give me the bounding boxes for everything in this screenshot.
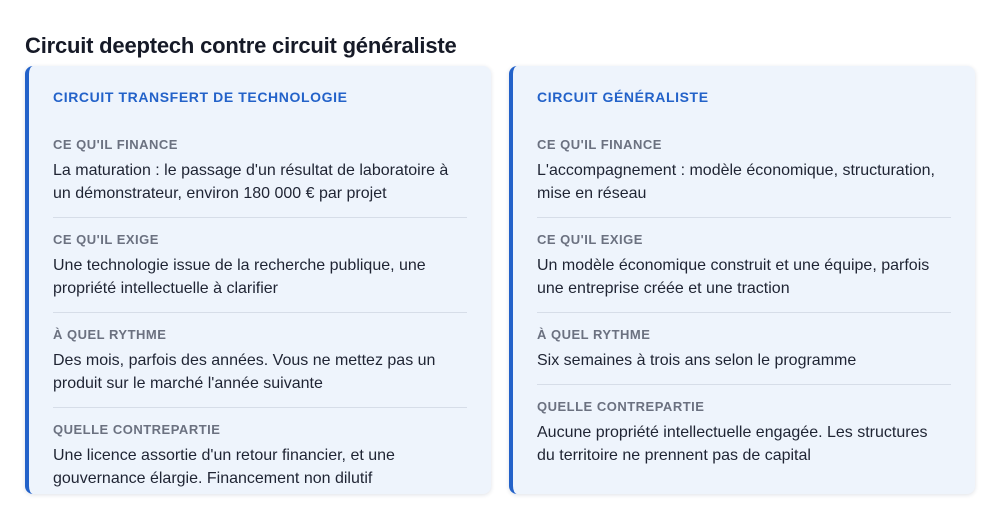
section-text: Des mois, parfois des années. Vous ne mettez pas un produit sur le marché l'année suivante xyxy=(53,352,436,392)
section-financing xyxy=(537,123,951,218)
section-text: Un modèle économique construit et une équipe, parfois une entreprise créée et une traction xyxy=(537,257,930,297)
section-text: La maturation : le passage d'un résultat de laboratoire à un démonstrateur, environ 180 000 € par projet xyxy=(53,162,449,202)
section-text: L'accompagnement : modèle économique, structuration, mise en réseau xyxy=(537,162,935,202)
section-label: CE QU'IL EXIGE xyxy=(53,232,159,247)
section-requirements xyxy=(537,218,951,313)
section-label: À QUEL RYTHME xyxy=(537,327,651,342)
card-technology-transfer xyxy=(25,66,491,494)
section-label: À QUEL RYTHME xyxy=(53,327,167,342)
section-requirements xyxy=(53,218,467,313)
section-label: CE QU'IL EXIGE xyxy=(537,232,643,247)
section-label: CE QU'IL FINANCE xyxy=(537,137,662,152)
section-counterpart xyxy=(537,385,951,479)
card-title: CIRCUIT TRANSFERT DE TECHNOLOGIE xyxy=(53,89,348,105)
page-title: Circuit deeptech contre circuit généraliste xyxy=(25,33,457,58)
section-text: Aucune propriété intellectuelle engagée. Les structures du territoire ne prennent pas de capital xyxy=(537,424,928,464)
card-generalist xyxy=(509,66,975,494)
section-label: CE QU'IL FINANCE xyxy=(53,137,178,152)
comparison-cards xyxy=(25,66,975,494)
section-text: Six semaines à trois ans selon le programme xyxy=(537,352,857,369)
section-text: Une licence assortie d'un retour financier, et une gouvernance élargie. Financement non dilutif xyxy=(53,447,395,487)
section-pace xyxy=(537,313,951,385)
section-text: Une technologie issue de la recherche publique, une propriété intellectuelle à clarifier xyxy=(53,257,426,297)
section-label: QUELLE CONTREPARTIE xyxy=(53,422,221,437)
section-counterpart xyxy=(53,408,467,502)
section-financing xyxy=(53,123,467,218)
section-pace xyxy=(53,313,467,408)
card-title: CIRCUIT GÉNÉRALISTE xyxy=(537,89,709,105)
section-label: QUELLE CONTREPARTIE xyxy=(537,399,705,414)
